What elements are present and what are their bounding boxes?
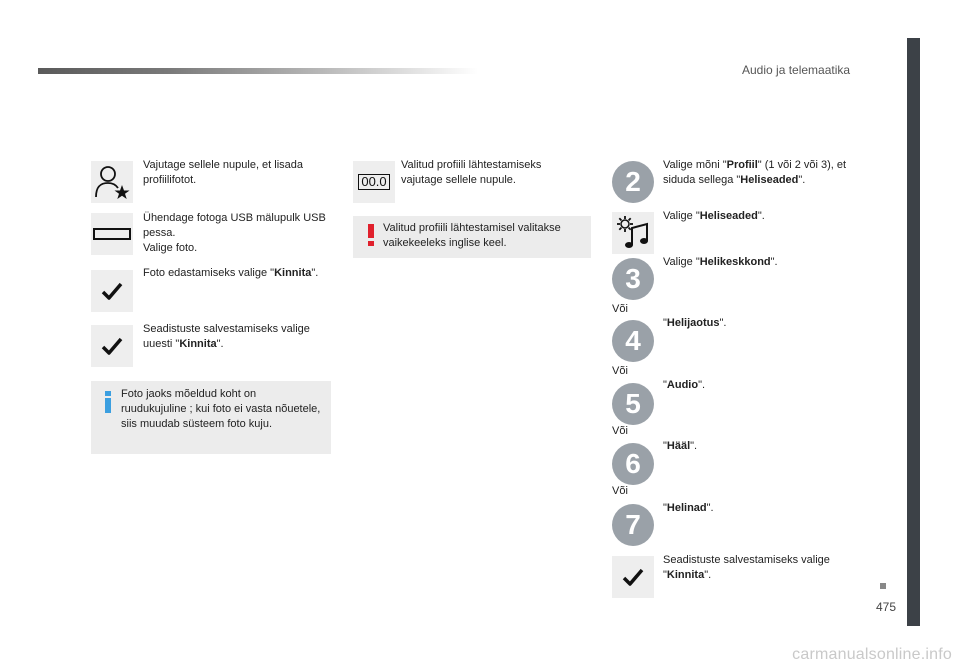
warning-note-box [353, 216, 591, 258]
info-icon [103, 391, 113, 413]
info-note-box [91, 381, 331, 454]
checkmark-icon [101, 281, 123, 301]
add-profile-photo-button[interactable] [91, 161, 133, 203]
page-marker [880, 583, 886, 589]
step-5-badge: 5 [612, 383, 654, 425]
usb-display-button[interactable] [91, 213, 133, 255]
save-settings-text: Seadistuste salvestamiseks valige uuesti "Kinnita". [143, 323, 310, 350]
display-bar-icon [92, 226, 132, 242]
or-label: Või [612, 425, 628, 437]
reset-profile-button[interactable] [353, 161, 395, 203]
warning-note-text: Valitud profiili lähtestamisel valitakse vaikekeeleks inglise keel. [383, 222, 561, 249]
sound-settings-button[interactable] [612, 212, 654, 254]
usb-instructions [143, 211, 333, 256]
or-label: Või [612, 303, 628, 315]
music-gear-icon [614, 214, 652, 252]
user-star-icon [93, 164, 131, 200]
checkmark-icon [101, 336, 123, 356]
step-2-badge: 2 [612, 161, 654, 203]
side-tab-bar [907, 38, 920, 626]
confirm-photo-text: Foto edastamiseks valige "Kinnita". [143, 267, 319, 279]
or-label: Või [612, 365, 628, 377]
reset-profile-text: Valitud profiili lähtestamiseks vajutage sellele nupule. [401, 159, 542, 186]
display-value: 00.0 [358, 174, 389, 190]
step-6-text: "Hääl". [663, 440, 698, 452]
step-7-badge: 7 [612, 504, 654, 546]
select-photo-text: Valige foto. [143, 242, 198, 254]
page-number: 475 [876, 600, 897, 614]
step-7-text: "Helinad". [663, 502, 714, 514]
step-5-text: "Audio". [663, 379, 706, 391]
watermark: carmanualsonline.info [792, 646, 952, 663]
step-4-text: "Helijaotus". [663, 317, 727, 329]
add-photo-text: Vajutage sellele nupule, et lisada profiilifotot. [143, 159, 304, 186]
warning-icon [367, 224, 375, 246]
sound-settings-text: Valige "Heliseaded". [663, 210, 765, 222]
step-4-badge: 4 [612, 320, 654, 362]
or-label: Või [612, 485, 628, 497]
info-note-text: Foto jaoks mõeldud koht on ruudukujuline ; kui foto ei vasta nõuetele, siis muudab süsteem foto kuju. [121, 388, 321, 430]
step-3-badge: 3 [612, 258, 654, 300]
usb-text: Ühendage fotoga USB mälupulk USB pessa. [143, 212, 326, 239]
checkmark-icon [622, 567, 644, 587]
step-2-text: Valige mõni "Profiil" (1 või 2 või 3), et siduda sellega "Heliseaded". [663, 159, 847, 186]
header-gradient-bar [38, 68, 478, 74]
save-settings-button[interactable] [91, 325, 133, 367]
save-sound-settings-text: Seadistuste salvestamiseks valige "Kinnita". [663, 554, 830, 581]
step-6-badge: 6 [612, 443, 654, 485]
confirm-photo-button[interactable] [91, 270, 133, 312]
save-sound-settings-button[interactable] [612, 556, 654, 598]
step-3-text: Valige "Helikeskkond". [663, 256, 778, 268]
section-title: Audio ja telemaatika [742, 63, 851, 77]
